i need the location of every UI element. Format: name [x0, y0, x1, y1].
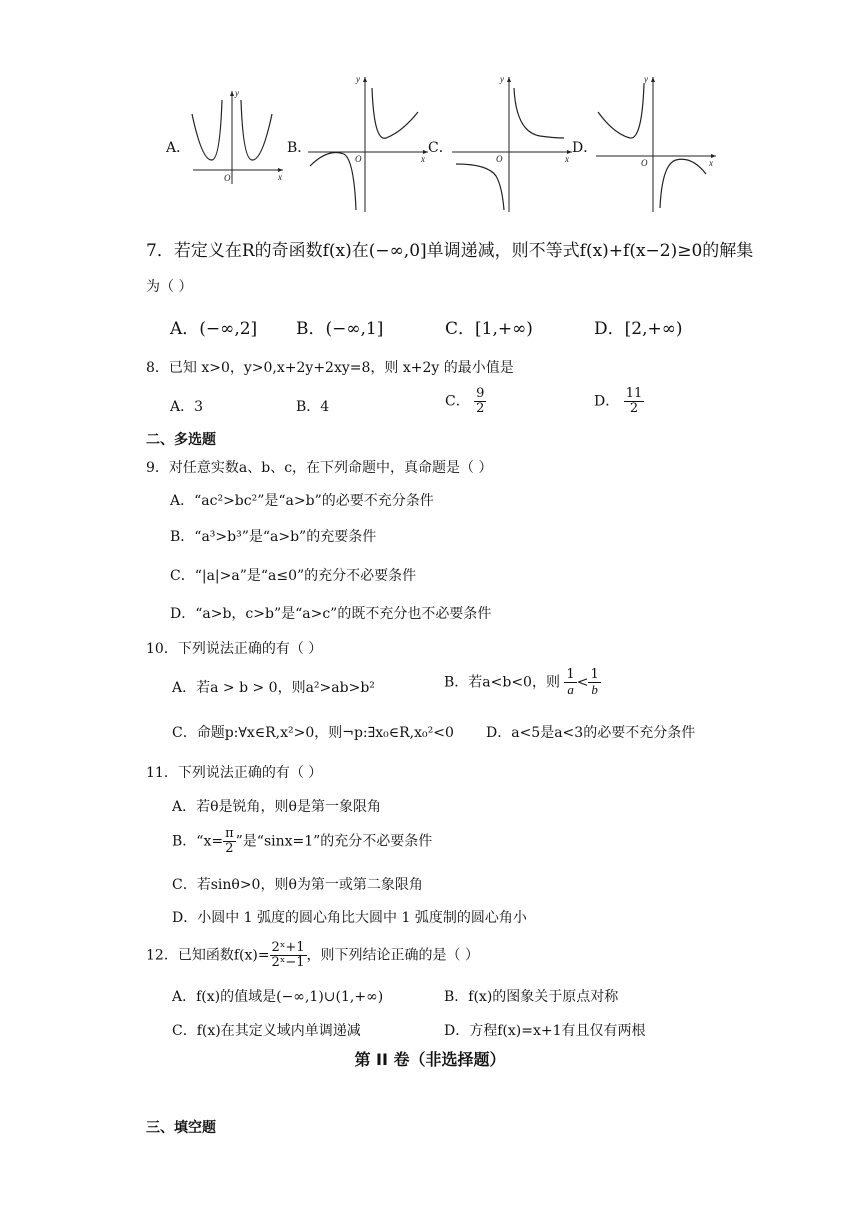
q12-option-d: D．方程f(x)=x+1有且仅有两根	[444, 1023, 646, 1039]
q8-option-d-label: D．	[594, 393, 620, 410]
q8-option-c	[445, 387, 486, 416]
q12-option-b: B．f(x)的图象关于原点对称	[444, 989, 619, 1005]
q12-stem	[146, 941, 479, 970]
q6-option-d-label: D．	[572, 140, 598, 156]
q6-graph-a	[188, 86, 288, 186]
q9-option-a: A．“ac²>bc²”是“a>b”的必要不充分条件	[170, 493, 434, 509]
q12-fraction	[270, 941, 307, 970]
q12-option-a: A．f(x)的值域是(−∞,1)∪(1,+∞)	[172, 989, 384, 1005]
q7-option-d: D．[2,+∞)	[594, 319, 683, 339]
q11-option-b-fraction: $\frac{\pi}{2}$	[225, 826, 234, 856]
q12-option-c: C．f(x)在其定义域内单调递减	[172, 1023, 361, 1039]
q6-graph-d	[594, 72, 718, 214]
part-2-title: 第 II 卷（非选择题）	[354, 1050, 506, 1069]
q10-option-b: B．若a<b<0，则 $\frac{1}{a}$ < $\frac{1}{b}$	[444, 667, 599, 697]
q8-option-a-label: A．	[170, 399, 195, 415]
q8-option-b-value: 4	[320, 399, 330, 415]
q6-graph-a-origin: O	[224, 173, 231, 183]
q12-stem-pre: 12．已知函数f(x)=	[146, 947, 270, 964]
q7-option-b: B．(−∞,1]	[296, 319, 384, 339]
q6-graph-d-y: y	[644, 74, 648, 84]
q10-option-a: A．若a > b > 0，则a²>ab>b²	[172, 680, 375, 696]
q8-option-a	[170, 396, 203, 416]
section-heading-fill-in: 三、填空题	[146, 1120, 216, 1136]
q10-option-c: C．命题p:∀x∈R,x²>0，则¬p:∃x₀∈R,x₀²<0	[172, 725, 454, 741]
q11-option-a: A．若θ是锐角，则θ是第一象限角	[172, 799, 381, 815]
q10-option-b-text: B．若a<b<0，则	[444, 674, 560, 691]
q6-graph-b	[306, 72, 430, 214]
q8-option-c-fraction	[474, 387, 486, 416]
q12-denominator: 2ˣ−1	[271, 955, 305, 970]
q11-option-b-pre: B．“x=	[172, 833, 224, 850]
q7-option-c: C．[1,+∞)	[445, 319, 533, 339]
q8-option-a-value: 3	[194, 399, 204, 415]
q10-option-d: D．a<5是a<3的必要不充分条件	[486, 725, 696, 741]
q7-option-a: A．(−∞,2]	[170, 319, 258, 339]
q6-option-a-label: A．	[166, 140, 191, 156]
q6-graph-c-y: y	[500, 74, 504, 84]
q6-graph-c-x: x	[565, 154, 569, 164]
q10-option-b-fraction-1a: $\frac{1}{a}$	[566, 667, 575, 697]
q6-graph-b-y: y	[356, 74, 360, 84]
q10-stem: 10．下列说法正确的有（ ）	[146, 641, 323, 657]
q6-graph-a-x: x	[278, 172, 282, 182]
q8-option-d-fraction	[624, 387, 645, 416]
q6-graph-d-x: x	[709, 158, 713, 168]
q8-option-b-label: B．	[296, 399, 321, 415]
q8-option-c-label: C．	[445, 393, 470, 410]
q7-stem-line1: 7．若定义在R的奇函数f(x)在(−∞,0]单调递减，则不等式f(x)+f(x−2)≥0的解集	[146, 241, 754, 261]
q9-stem: 9．对任意实数a、b、c，在下列命题中，真命题是（ ）	[146, 460, 493, 476]
q12-stem-post: ，则下列结论正确的是（ ）	[306, 947, 479, 964]
q8-option-d-denominator: 2	[629, 401, 639, 416]
q6-option-b-label: B．	[287, 140, 312, 156]
q8-option-d	[594, 387, 644, 416]
q12-numerator: 2ˣ+1	[271, 940, 305, 955]
q11-option-b-post: ”是“sinx=1”的充分不必要条件	[235, 833, 433, 850]
q10-option-b-fraction-1b: $\frac{1}{b}$	[590, 667, 599, 697]
q6-graph-c-origin: O	[496, 154, 503, 164]
q8-option-c-numerator: 9	[476, 386, 485, 401]
q8-stem: 8．已知 x>0，y>0,x+2y+2xy=8，则 x+2y 的最小值是	[146, 360, 514, 376]
q11-stem: 11．下列说法正确的有（ ）	[146, 765, 323, 781]
q7-stem-line2: 为（ ）	[146, 279, 193, 295]
q8-option-c-denominator: 2	[476, 401, 485, 416]
q9-option-d: D．“a>b，c>b”是“a>c”的既不充分也不必要条件	[170, 606, 492, 622]
q6-graph-a-y: y	[235, 88, 239, 98]
q6-graph-b-x: x	[421, 154, 425, 164]
section-heading-multiple-choice: 二、多选题	[146, 432, 216, 448]
q6-graph-b-origin: O	[355, 154, 362, 164]
q11-option-b	[172, 827, 432, 856]
q11-option-d: D．小圆中 1 弧度的圆心角比大圆中 1 弧度制的圆心角小	[172, 910, 527, 926]
q6-graph-d-origin: O	[641, 158, 648, 168]
q11-option-c: C．若sinθ>0，则θ为第一或第二象限角	[172, 877, 423, 893]
q6-graph-c	[450, 72, 574, 214]
q9-option-b: B．“a³>b³”是“a>b”的充要条件	[170, 529, 377, 545]
q9-option-c: C．“|a|>a”是“a≤0”的充分不必要条件	[170, 568, 417, 584]
q8-option-b	[296, 396, 329, 416]
q8-option-d-numerator: 11	[625, 386, 643, 401]
q6-option-c-label: C．	[428, 140, 453, 156]
